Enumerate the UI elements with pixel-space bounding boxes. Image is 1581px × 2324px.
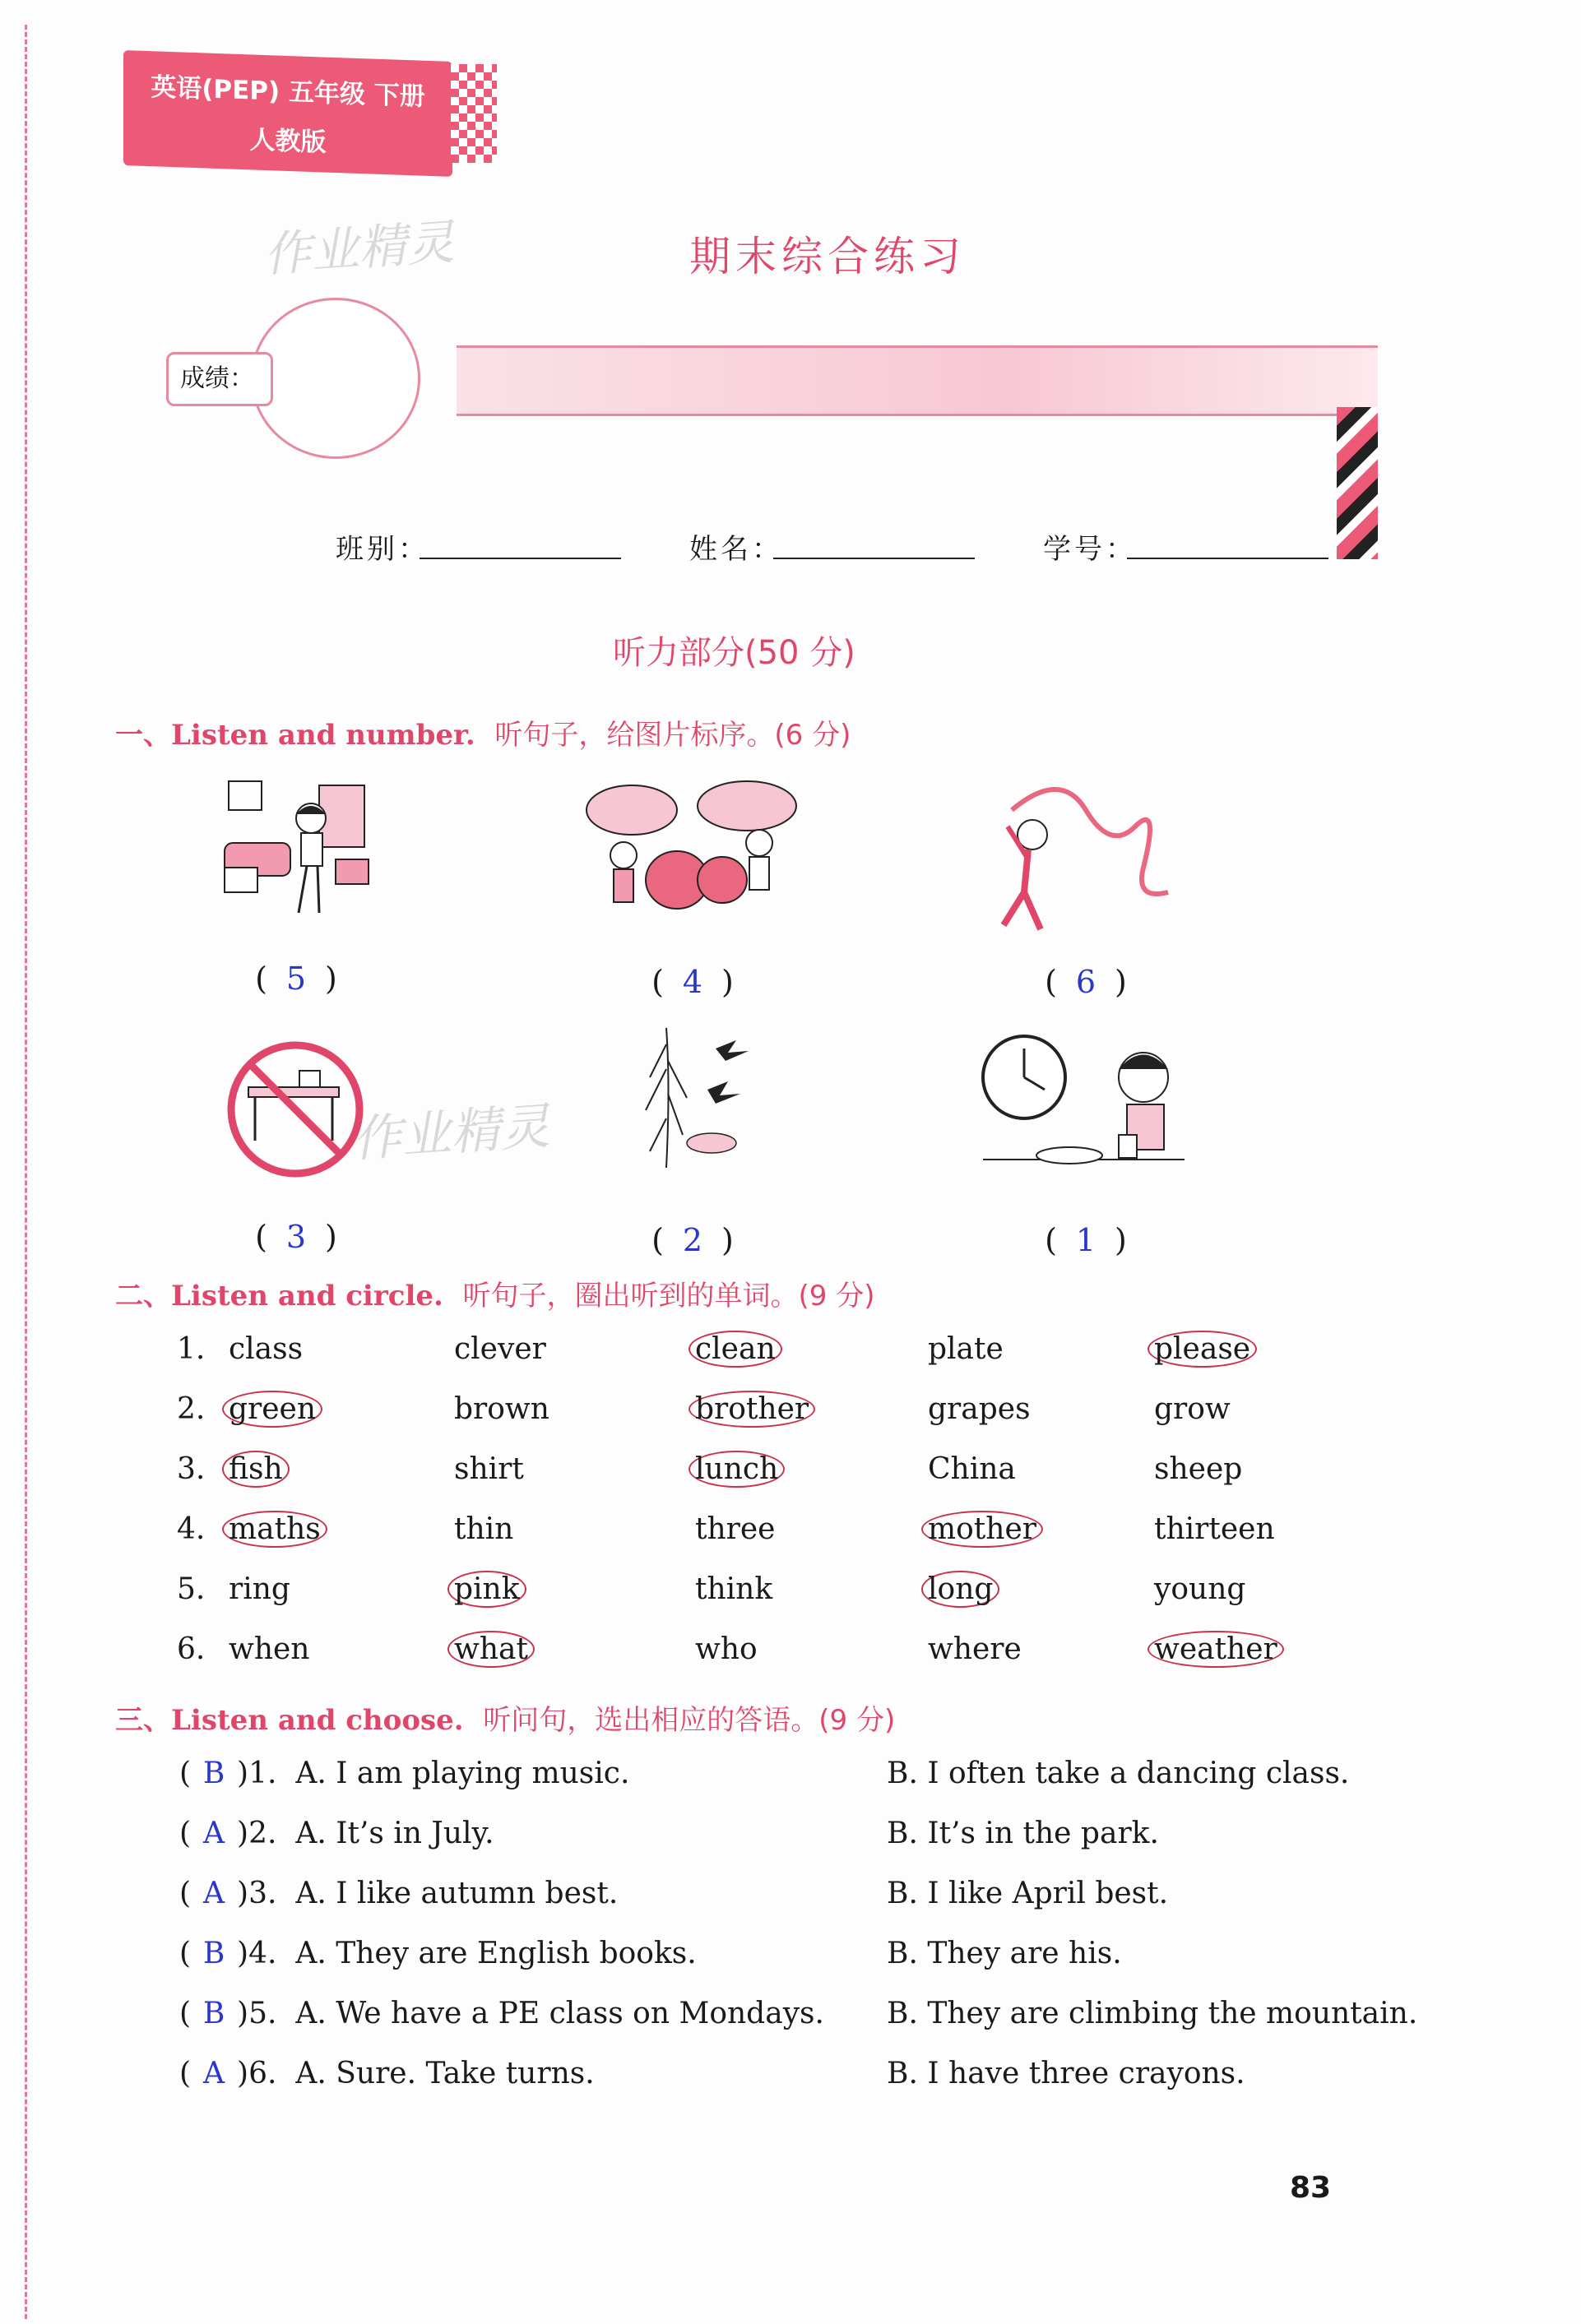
word-option[interactable] — [1154, 1452, 1242, 1486]
option-b: B. They are climbing the mountain. — [887, 1997, 1418, 2030]
circled-word: maths — [222, 1511, 327, 1548]
section3-title-en: Listen and choose. — [171, 1704, 464, 1737]
picture6-answer-value: 1 — [1075, 1222, 1096, 1258]
word-text: young — [1154, 1572, 1246, 1606]
word-option[interactable] — [928, 1332, 1004, 1366]
picture3-answer[interactable]: ( 6 ) — [1045, 964, 1127, 1000]
circled-word: fish — [222, 1451, 290, 1488]
word-row-number: 3. — [177, 1452, 206, 1486]
circled-word: mother — [921, 1511, 1043, 1548]
student-number-field-line[interactable] — [1127, 556, 1328, 559]
book-edition-text: 人教版 — [249, 125, 327, 158]
word-text: clever — [454, 1332, 546, 1366]
word-option[interactable] — [229, 1452, 290, 1486]
word-text: grapes — [928, 1392, 1031, 1426]
choice-answer[interactable]: B — [202, 1937, 225, 1970]
stripe-decoration — [1337, 407, 1378, 559]
circled-word: please — [1148, 1331, 1257, 1368]
option-a: A. We have a PE class on Mondays. — [295, 1997, 824, 2030]
option-b: B. I have three crayons. — [887, 2057, 1245, 2090]
word-option[interactable] — [454, 1392, 549, 1426]
word-option[interactable] — [1154, 1332, 1257, 1366]
word-text: thirteen — [1154, 1512, 1275, 1546]
word-option[interactable] — [454, 1632, 535, 1666]
picture4-answer[interactable]: ( 3 ) — [255, 1219, 337, 1255]
option-a: A. I like autumn best. — [295, 1877, 619, 1910]
choice-answer[interactable]: A — [203, 2057, 225, 2090]
word-text: where — [928, 1632, 1022, 1666]
picture1-answer-value: 5 — [285, 961, 307, 997]
choice-answer[interactable]: B — [202, 1757, 225, 1790]
option-b: B. I often take a dancing class. — [887, 1757, 1350, 1790]
question-number: )5. — [237, 1997, 277, 2030]
picture5-answer-value: 2 — [682, 1222, 703, 1258]
circled-word: lunch — [688, 1451, 785, 1488]
question-number: )3. — [237, 1877, 277, 1910]
word-option[interactable] — [1154, 1512, 1275, 1546]
word-option[interactable] — [695, 1452, 785, 1486]
picture2-answer-value: 4 — [682, 964, 703, 1000]
option-a: A. It’s in July. — [295, 1817, 494, 1850]
section1-title — [115, 712, 851, 752]
choice-question: ( A )2. A. It’s in July. — [179, 1817, 494, 1850]
watermark: 作业精灵 — [262, 213, 457, 283]
word-option[interactable] — [695, 1632, 758, 1666]
picture3-answer-value: 6 — [1075, 964, 1096, 1000]
question-number: )4. — [237, 1937, 277, 1970]
circled-word: clean — [688, 1331, 782, 1368]
choice-question: ( A )3. A. I like autumn best. — [179, 1877, 619, 1910]
circled-word: weather — [1148, 1631, 1284, 1668]
section1-title-en: Listen and number. — [171, 719, 475, 752]
picture2-answer[interactable]: ( 4 ) — [651, 964, 734, 1000]
word-text: China — [928, 1452, 1016, 1486]
section3-number: 三、 — [115, 1704, 171, 1737]
section3-title — [115, 1697, 895, 1738]
boy-bedroom-picture — [220, 777, 377, 925]
circled-word: long — [921, 1571, 999, 1608]
class-field-label: 班别： — [336, 533, 429, 566]
score-label: 成绩： — [166, 352, 273, 406]
section2-title-cn: 听句子，圈出听到的单词。(9 分) — [462, 1280, 875, 1312]
word-text: thin — [454, 1512, 514, 1546]
word-option[interactable] — [928, 1632, 1022, 1666]
option-b: B. They are his. — [887, 1937, 1122, 1970]
word-option[interactable] — [1154, 1572, 1245, 1606]
class-field-line[interactable] — [420, 556, 621, 559]
word-text: three — [695, 1512, 776, 1546]
word-option[interactable] — [695, 1332, 782, 1366]
word-text: think — [695, 1572, 773, 1606]
option-b: B. It’s in the park. — [887, 1817, 1159, 1850]
section1-title-cn: 听句子，给图片标序。(6 分) — [494, 719, 851, 752]
word-option[interactable] — [928, 1572, 999, 1606]
word-option[interactable] — [695, 1512, 775, 1546]
word-option[interactable] — [1154, 1632, 1284, 1666]
word-option[interactable] — [928, 1392, 1031, 1426]
word-option[interactable] — [229, 1632, 310, 1666]
word-text: plate — [928, 1332, 1004, 1366]
word-option[interactable] — [695, 1392, 815, 1426]
part-title: 听力部分(50 分) — [613, 634, 855, 672]
word-row-number: 2. — [177, 1392, 206, 1426]
word-option[interactable] — [454, 1452, 524, 1486]
word-option[interactable] — [229, 1572, 290, 1606]
book-series-text: 英语(PEP) 五年级 下册 — [151, 72, 425, 112]
word-option[interactable] — [1154, 1392, 1231, 1426]
choice-answer[interactable]: A — [203, 1877, 225, 1910]
student-number-field-label: 学号： — [1043, 533, 1137, 566]
choice-question: ( B )1. A. I am playing music. — [179, 1757, 630, 1790]
word-option[interactable] — [695, 1572, 772, 1606]
kids-picking-apples-picture — [582, 777, 804, 933]
score-band — [457, 345, 1378, 416]
word-option[interactable] — [454, 1572, 526, 1606]
word-text: sheep — [1154, 1452, 1243, 1486]
page-number: 83 — [1290, 2171, 1332, 2205]
word-option[interactable] — [229, 1332, 303, 1366]
option-b: B. I like April best. — [887, 1877, 1169, 1910]
option-a: A. They are English books. — [295, 1937, 697, 1970]
section2-number: 二、 — [115, 1280, 171, 1312]
score-circle[interactable] — [251, 298, 420, 459]
no-sitting-on-desk-picture — [224, 1038, 368, 1182]
watermark: 作业精灵 — [350, 1097, 552, 1169]
circled-word: pink — [447, 1571, 526, 1608]
word-row-number: 5. — [177, 1572, 206, 1606]
section2-title-en: Listen and circle. — [171, 1280, 443, 1312]
word-text: when — [229, 1632, 310, 1666]
word-text: class — [229, 1332, 304, 1366]
option-a: A. Sure. Take turns. — [295, 2057, 595, 2090]
word-option[interactable] — [928, 1512, 1043, 1546]
page-title: 期末综合练习 — [689, 233, 966, 280]
word-option[interactable] — [454, 1512, 513, 1546]
binding-margin-line — [25, 25, 27, 2319]
question-number: )1. — [237, 1757, 277, 1790]
word-row-number: 4. — [177, 1512, 206, 1546]
question-number: )6. — [237, 2057, 277, 2090]
picture1-answer[interactable]: ( 5 ) — [255, 961, 337, 997]
circled-word: brother — [688, 1391, 815, 1428]
option-a: A. I am playing music. — [295, 1757, 630, 1790]
name-field-line[interactable] — [773, 556, 975, 559]
word-row-number: 1. — [177, 1332, 206, 1366]
word-option[interactable] — [229, 1392, 322, 1426]
section3-title-cn: 听问句，选出相应的答语。(9 分) — [483, 1704, 896, 1737]
word-option[interactable] — [229, 1512, 327, 1546]
word-option[interactable] — [928, 1452, 1016, 1486]
choice-question: ( B )4. A. They are English books. — [179, 1937, 697, 1970]
choice-question: ( B )5. A. We have a PE class on Mondays. — [179, 1997, 824, 2030]
boy-breakfast-clock-picture — [979, 1032, 1189, 1192]
word-text: shirt — [454, 1452, 524, 1486]
circled-word: what — [447, 1631, 535, 1668]
question-number: )2. — [237, 1817, 277, 1850]
word-text: grow — [1154, 1392, 1231, 1426]
name-field-label: 姓名： — [689, 533, 783, 566]
section2-title — [115, 1273, 875, 1313]
swallows-willow-picture — [633, 1020, 773, 1184]
ribbon-dancer-picture — [995, 777, 1185, 937]
word-option[interactable] — [454, 1332, 546, 1366]
choice-answer[interactable]: B — [202, 1997, 225, 2030]
circled-word: green — [222, 1391, 322, 1428]
book-label-tab — [123, 50, 452, 177]
choice-answer[interactable]: A — [203, 1817, 225, 1850]
checker-decoration — [451, 64, 497, 163]
section1-number: 一、 — [115, 719, 171, 752]
picture4-answer-value: 3 — [285, 1219, 307, 1255]
word-text: brown — [454, 1392, 549, 1426]
word-row-number: 6. — [177, 1632, 206, 1666]
choice-question: ( A )6. A. Sure. Take turns. — [179, 2057, 595, 2090]
word-text: who — [695, 1632, 758, 1666]
picture5-answer[interactable]: ( 2 ) — [651, 1222, 734, 1258]
picture6-answer[interactable]: ( 1 ) — [1045, 1222, 1127, 1258]
word-text: ring — [229, 1572, 290, 1606]
